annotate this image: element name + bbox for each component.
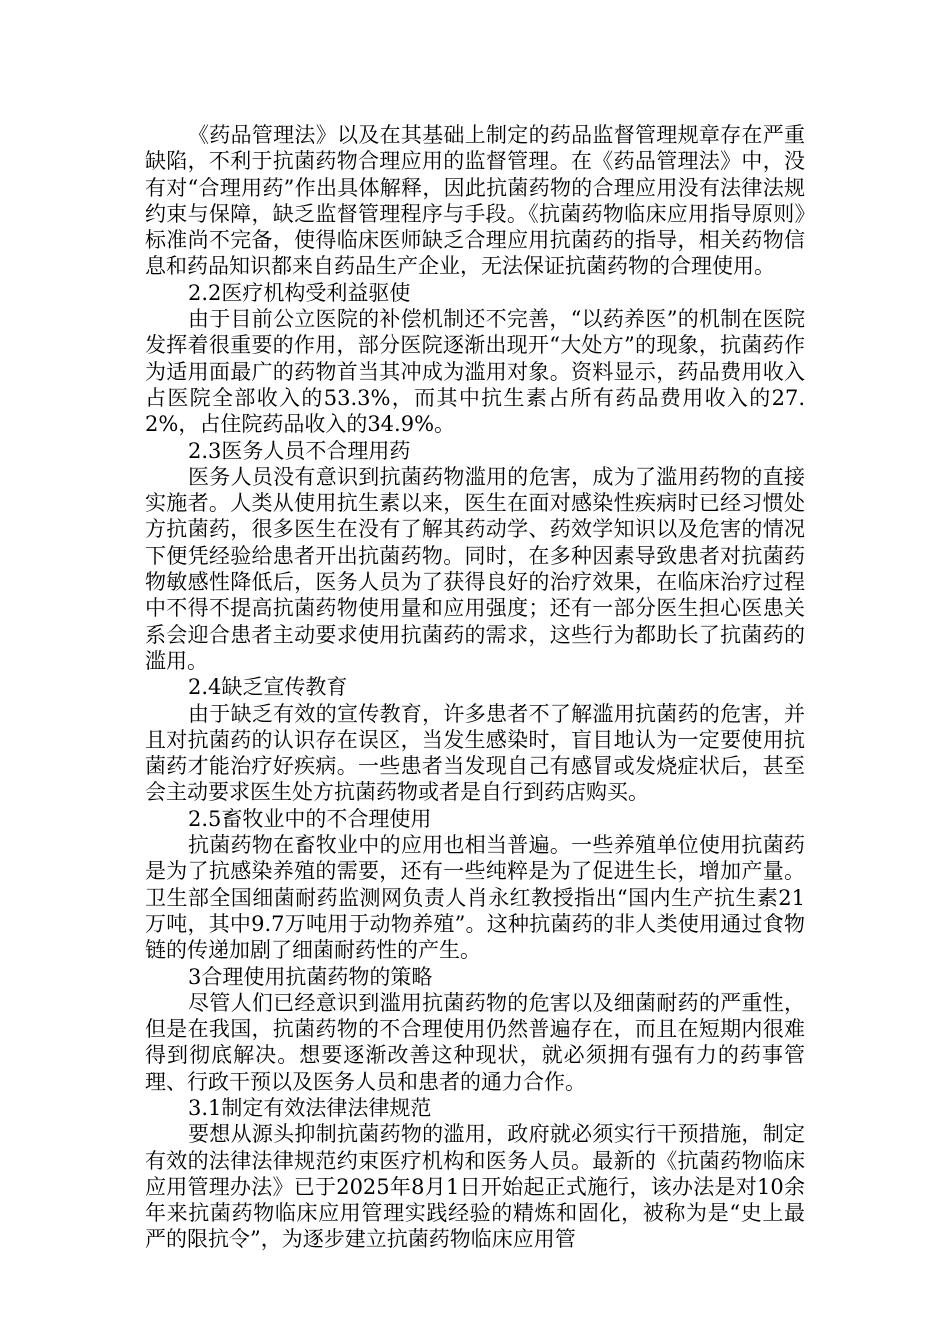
paragraph-hospital-profit: 由于目前公立医院的补偿机制还不完善，“以药养医”的机制在医院发挥着很重要的作用，部分医院逐渐出现开“大处方”的现象，抗菌药作为适用面最广的药物首当其冲成为滥用对象。资料显示，药品费用收入占医院全部收入的53.3%，而其中抗生素占所有药品费用收入的27.2%，占住院药品收入的34.9%。	[145, 307, 805, 437]
document-body	[145, 122, 805, 1253]
section-heading-2-2: 2.2医疗机构受利益驱使	[188, 280, 411, 305]
paragraph-education: 由于缺乏有效的宣传教育，许多患者不了解滥用抗菌药的危害，并且对抗菌药的认识存在误区，当发生感染时，盲目地认为一定要使用抗菌药才能治疗好疾病。一些患者当发现自己有感冒或发烧症状后，甚至会主动要求医生处方抗菌药物或者是自行到药店购买。	[145, 701, 805, 805]
paragraph-medical-staff: 医务人员没有意识到抗菌药物滥用的危害，成为了滥用药物的直接实施者。人类从使用抗生素以来，医生在面对感染性疾病时已经习惯处方抗菌药，很多医生在没有了解其药动学、药效学知识以及危害的情况下便凭经验给患者开出抗菌药物。同时，在多种因素导致患者对抗菌药物敏感性降低后，医务人员为了获得良好的治疗效果，在临床治疗过程中不得不提高抗菌药物使用量和应用强度；还有一部分医生担心医患关系会迎合患者主动要求使用抗菌药的需求，这些行为都助长了抗菌药的滥用。	[145, 464, 805, 673]
section-heading-3-1: 3.1制定有效法律法律规范	[188, 1095, 432, 1120]
section-heading-2-4: 2.4缺乏宣传教育	[188, 675, 348, 700]
section-heading-2-5: 2.5畜牧业中的不合理使用	[188, 806, 432, 831]
paragraph-strategy: 尽管人们已经意识到滥用抗菌药物的危害以及细菌耐药的严重性，但是在我国，抗菌药物的不合理使用仍然普遍存在，而且在短期内很难得到彻底解决。想要逐渐改善这种现状，就必须拥有强有力的药事管理、行政干预以及医务人员和患者的通力合作。	[145, 990, 805, 1094]
section-heading-3: 3合理使用抗菌药物的策略	[188, 964, 433, 989]
section-heading-2-3: 2.3医务人员不合理用药	[188, 438, 411, 463]
paragraph-livestock: 抗菌药物在畜牧业中的应用也相当普遍。一些养殖单位使用抗菌药是为了抗感染养殖的需要，还有一些纯粹是为了促进生长，增加产量。卫生部全国细菌耐药监测网负责人肖永红教授指出“国内生产抗生素21万吨，其中9.7万吨用于动物养殖”。这种抗菌药的非人类使用通过食物链的传递加剧了细菌耐药性的产生。	[145, 833, 805, 963]
paragraph-drug-law: 《药品管理法》以及在其基础上制定的药品监督管理规章存在严重缺陷，不利于抗菌药物合理应用的监督管理。在《药品管理法》中，没有对“合理用药”作出具体解释，因此抗菌药物的合理应用没有法律法规约束与保障，缺乏监督管理程序与手段。《抗菌药物临床应用指导原则》标准尚不完备，使得临床医师缺乏合理应用抗菌药的指导，相关药物信息和药品知识都来自药品生产企业，无法保证抗菌药物的合理使用。	[145, 123, 805, 279]
paragraph-regulation: 要想从源头抑制抗菌药物的滥用，政府就必须实行干预措施，制定有效的法律法律规范约束医疗机构和医务人员。最新的《抗菌药物临床应用管理办法》已于2025年8月1日开始起正式施行，该办法是对10余年来抗菌药物临床应用管理实践经验的精炼和固化，被称为是“史上最严的限抗令”，为逐步建立抗菌药物临床应用管	[145, 1122, 805, 1252]
